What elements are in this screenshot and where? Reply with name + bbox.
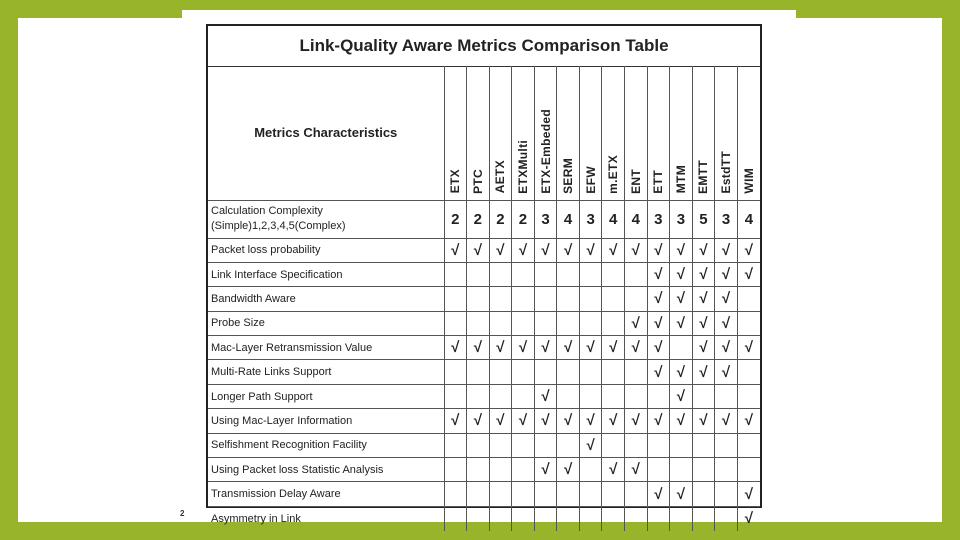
row-label: Selfishment Recognition Facility [208, 433, 444, 457]
check-mark-cell: √ [602, 458, 625, 482]
empty-cell [512, 287, 535, 311]
metric-header [557, 66, 580, 200]
check-mark-cell: √ [715, 262, 738, 286]
check-mark-cell: √ [737, 262, 760, 286]
empty-cell [534, 262, 557, 286]
metric-header-label: SERM [561, 157, 576, 194]
empty-cell [602, 287, 625, 311]
empty-cell [489, 458, 512, 482]
empty-cell [557, 506, 580, 530]
metric-header [602, 66, 625, 200]
empty-cell [489, 360, 512, 384]
empty-cell [489, 433, 512, 457]
metric-header [670, 66, 693, 200]
empty-cell [512, 360, 535, 384]
empty-cell [467, 433, 490, 457]
check-mark-cell: √ [557, 238, 580, 262]
check-mark-cell: √ [625, 238, 648, 262]
check-mark-cell: √ [715, 311, 738, 335]
check-mark-cell: √ [444, 238, 467, 262]
empty-cell [489, 262, 512, 286]
check-mark-cell: √ [670, 360, 693, 384]
table-row [208, 238, 760, 262]
complexity-value: 3 [534, 200, 557, 238]
check-mark-cell: √ [670, 262, 693, 286]
check-mark-cell: √ [647, 238, 670, 262]
empty-cell [579, 384, 602, 408]
empty-cell [444, 482, 467, 506]
table-row [208, 311, 760, 335]
empty-cell [579, 506, 602, 530]
empty-cell [444, 458, 467, 482]
check-mark-cell: √ [715, 287, 738, 311]
empty-cell [579, 360, 602, 384]
empty-cell [602, 384, 625, 408]
complexity-row [208, 200, 760, 238]
check-mark-cell: √ [692, 287, 715, 311]
empty-cell [467, 360, 490, 384]
empty-cell [489, 311, 512, 335]
metric-header [512, 66, 535, 200]
table-row [208, 336, 760, 360]
metric-header [715, 66, 738, 200]
empty-cell [557, 311, 580, 335]
metric-header-label: ETXMulti [515, 139, 530, 194]
check-mark-cell: √ [647, 262, 670, 286]
row-label: Mac-Layer Retransmission Value [208, 336, 444, 360]
empty-cell [467, 506, 490, 530]
check-mark-cell: √ [692, 360, 715, 384]
check-mark-cell: √ [444, 409, 467, 433]
metric-header [489, 66, 512, 200]
check-mark-cell: √ [647, 287, 670, 311]
empty-cell [670, 506, 693, 530]
empty-cell [467, 384, 490, 408]
empty-cell [602, 311, 625, 335]
check-mark-cell: √ [647, 336, 670, 360]
empty-cell [489, 384, 512, 408]
empty-cell [489, 506, 512, 530]
complexity-value: 4 [557, 200, 580, 238]
check-mark-cell: √ [692, 311, 715, 335]
check-mark-cell: √ [737, 238, 760, 262]
empty-cell [534, 287, 557, 311]
check-mark-cell: √ [692, 262, 715, 286]
empty-cell [692, 458, 715, 482]
check-mark-cell: √ [489, 409, 512, 433]
check-mark-cell: √ [647, 482, 670, 506]
metric-header [579, 66, 602, 200]
row-label: Link Interface Specification [208, 262, 444, 286]
empty-cell [715, 433, 738, 457]
check-mark-cell: √ [512, 336, 535, 360]
page-number: 2 [180, 509, 185, 518]
check-mark-cell: √ [737, 409, 760, 433]
empty-cell [579, 458, 602, 482]
empty-cell [647, 506, 670, 530]
row-label: Bandwidth Aware [208, 287, 444, 311]
metric-header [534, 66, 557, 200]
check-mark-cell: √ [625, 409, 648, 433]
empty-cell [625, 506, 648, 530]
header-row [208, 66, 760, 200]
table-row [208, 458, 760, 482]
empty-cell [512, 506, 535, 530]
empty-cell [557, 360, 580, 384]
check-mark-cell: √ [625, 336, 648, 360]
row-label: Packet loss probability [208, 238, 444, 262]
table-row [208, 262, 760, 286]
metric-header-label: EFW [583, 165, 598, 194]
empty-cell [489, 482, 512, 506]
empty-cell [602, 506, 625, 530]
table-row [208, 287, 760, 311]
empty-cell [647, 384, 670, 408]
empty-cell [489, 287, 512, 311]
empty-cell [557, 384, 580, 408]
empty-cell [467, 311, 490, 335]
check-mark-cell: √ [737, 506, 760, 530]
empty-cell [670, 433, 693, 457]
check-mark-cell: √ [670, 409, 693, 433]
complexity-value: 2 [489, 200, 512, 238]
row-label: Multi-Rate Links Support [208, 360, 444, 384]
empty-cell [692, 433, 715, 457]
empty-cell [467, 262, 490, 286]
empty-cell [579, 482, 602, 506]
check-mark-cell: √ [467, 409, 490, 433]
check-mark-cell: √ [489, 336, 512, 360]
empty-cell [534, 433, 557, 457]
table-row [208, 409, 760, 433]
check-mark-cell: √ [625, 458, 648, 482]
check-mark-cell: √ [602, 238, 625, 262]
check-mark-cell: √ [534, 384, 557, 408]
empty-cell [715, 458, 738, 482]
empty-cell [534, 311, 557, 335]
empty-cell [579, 262, 602, 286]
empty-cell [444, 287, 467, 311]
empty-cell [512, 262, 535, 286]
check-mark-cell: √ [557, 336, 580, 360]
empty-cell [670, 336, 693, 360]
complexity-value: 2 [512, 200, 535, 238]
check-mark-cell: √ [692, 336, 715, 360]
row-label: Asymmetry in Link [208, 506, 444, 530]
check-mark-cell: √ [579, 409, 602, 433]
row-label: Longer Path Support [208, 384, 444, 408]
metrics-comparison-table [206, 24, 762, 528]
metric-header-label: ETT [651, 169, 666, 194]
empty-cell [625, 482, 648, 506]
check-mark-cell: √ [534, 409, 557, 433]
check-mark-cell: √ [534, 238, 557, 262]
empty-cell [512, 458, 535, 482]
empty-cell [467, 482, 490, 506]
check-mark-cell: √ [715, 360, 738, 384]
empty-cell [557, 262, 580, 286]
empty-cell [512, 384, 535, 408]
table-title: Link-Quality Aware Metrics Comparison Table [208, 26, 760, 67]
empty-cell [625, 384, 648, 408]
row-label: Using Mac-Layer Information [208, 409, 444, 433]
empty-cell [670, 458, 693, 482]
check-mark-cell: √ [557, 409, 580, 433]
check-mark-cell: √ [670, 482, 693, 506]
metric-header-label: m.ETX [606, 154, 621, 194]
empty-cell [557, 482, 580, 506]
empty-cell [512, 311, 535, 335]
metric-header-label: ETX [448, 169, 463, 194]
empty-cell [737, 384, 760, 408]
complexity-value: 2 [467, 200, 490, 238]
check-mark-cell: √ [579, 238, 602, 262]
empty-cell [647, 433, 670, 457]
check-mark-cell: √ [557, 458, 580, 482]
empty-cell [444, 262, 467, 286]
table-row [208, 506, 760, 530]
check-mark-cell: √ [512, 409, 535, 433]
slide-top-strip [182, 10, 796, 19]
check-mark-cell: √ [602, 336, 625, 360]
characteristics-header: Metrics Characteristics [208, 66, 444, 200]
table-row [208, 482, 760, 506]
empty-cell [512, 433, 535, 457]
metric-header-label: WIM [741, 167, 756, 194]
empty-cell [602, 433, 625, 457]
empty-cell [737, 311, 760, 335]
empty-cell [467, 287, 490, 311]
check-mark-cell: √ [512, 238, 535, 262]
metric-header-label: AETX [493, 160, 508, 194]
check-mark-cell: √ [579, 433, 602, 457]
empty-cell [625, 433, 648, 457]
check-mark-cell: √ [579, 336, 602, 360]
empty-cell [602, 262, 625, 286]
complexity-value: 5 [692, 200, 715, 238]
empty-cell [602, 360, 625, 384]
check-mark-cell: √ [715, 409, 738, 433]
empty-cell [692, 384, 715, 408]
empty-cell [737, 458, 760, 482]
empty-cell [625, 360, 648, 384]
check-mark-cell: √ [647, 311, 670, 335]
empty-cell [444, 311, 467, 335]
empty-cell [557, 433, 580, 457]
check-mark-cell: √ [467, 336, 490, 360]
empty-cell [579, 287, 602, 311]
complexity-value: 3 [715, 200, 738, 238]
check-mark-cell: √ [489, 238, 512, 262]
empty-cell [444, 360, 467, 384]
metric-header [737, 66, 760, 200]
complexity-label: Calculation Complexity (Simple)1,2,3,4,5(Complex) [208, 200, 444, 238]
empty-cell [579, 311, 602, 335]
metric-header [467, 66, 490, 200]
empty-cell [467, 458, 490, 482]
check-mark-cell: √ [715, 336, 738, 360]
empty-cell [692, 482, 715, 506]
empty-cell [534, 360, 557, 384]
complexity-value: 3 [670, 200, 693, 238]
empty-cell [715, 384, 738, 408]
empty-cell [647, 458, 670, 482]
empty-cell [602, 482, 625, 506]
metric-header [692, 66, 715, 200]
check-mark-cell: √ [534, 458, 557, 482]
complexity-value: 2 [444, 200, 467, 238]
row-label: Probe Size [208, 311, 444, 335]
empty-cell [715, 482, 738, 506]
complexity-value: 4 [737, 200, 760, 238]
empty-cell [737, 433, 760, 457]
empty-cell [444, 506, 467, 530]
check-mark-cell: √ [670, 287, 693, 311]
metric-header [647, 66, 670, 200]
complexity-value: 4 [602, 200, 625, 238]
check-mark-cell: √ [444, 336, 467, 360]
metric-header [625, 66, 648, 200]
empty-cell [534, 482, 557, 506]
check-mark-cell: √ [647, 409, 670, 433]
check-mark-cell: √ [534, 336, 557, 360]
complexity-value: 4 [625, 200, 648, 238]
check-mark-cell: √ [692, 238, 715, 262]
empty-cell [692, 506, 715, 530]
complexity-value: 3 [579, 200, 602, 238]
check-mark-cell: √ [602, 409, 625, 433]
check-mark-cell: √ [670, 238, 693, 262]
empty-cell [444, 433, 467, 457]
empty-cell [715, 506, 738, 530]
check-mark-cell: √ [467, 238, 490, 262]
check-mark-cell: √ [715, 238, 738, 262]
check-mark-cell: √ [625, 311, 648, 335]
check-mark-cell: √ [737, 482, 760, 506]
metric-header-label: ENT [628, 168, 643, 194]
empty-cell [557, 287, 580, 311]
table-row [208, 384, 760, 408]
empty-cell [737, 287, 760, 311]
check-mark-cell: √ [737, 336, 760, 360]
complexity-value: 3 [647, 200, 670, 238]
table-row [208, 433, 760, 457]
check-mark-cell: √ [670, 311, 693, 335]
row-label: Transmission Delay Aware [208, 482, 444, 506]
check-mark-cell: √ [692, 409, 715, 433]
check-mark-cell: √ [670, 384, 693, 408]
empty-cell [737, 360, 760, 384]
empty-cell [625, 262, 648, 286]
empty-cell [512, 482, 535, 506]
row-label: Using Packet loss Statistic Analysis [208, 458, 444, 482]
metric-header-label: EMTT [696, 159, 711, 194]
metric-header-label: MTM [673, 165, 688, 194]
empty-cell [444, 384, 467, 408]
metric-header-label: ETX-Embeded [538, 108, 553, 194]
table-row [208, 360, 760, 384]
metric-header-label: PTC [470, 168, 485, 194]
empty-cell [625, 287, 648, 311]
empty-cell [534, 506, 557, 530]
check-mark-cell: √ [647, 360, 670, 384]
metric-header [444, 66, 467, 200]
metric-header-label: EstdTT [719, 151, 734, 194]
comparison-grid [208, 66, 760, 531]
